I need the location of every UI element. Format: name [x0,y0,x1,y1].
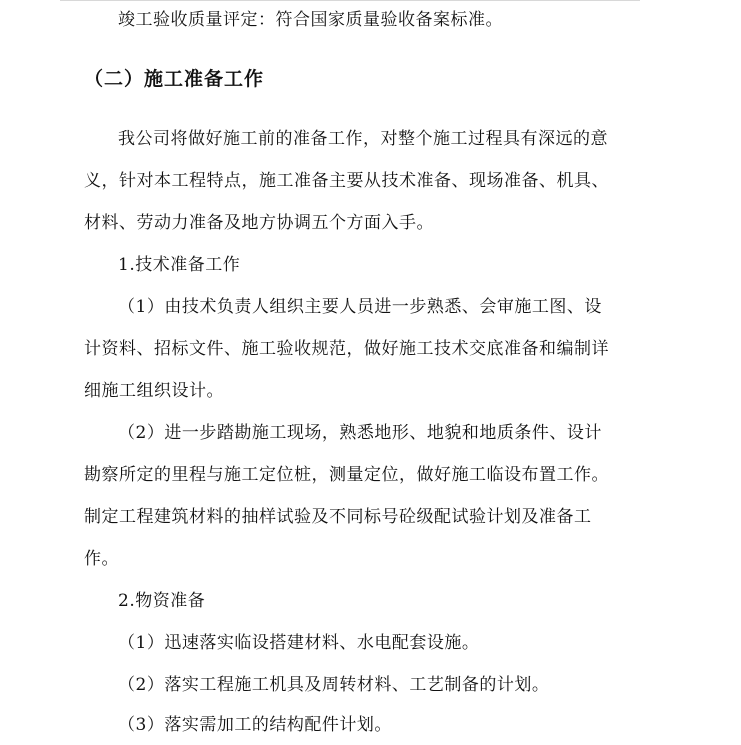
material-item-2: （2）落实工程施工机具及周转材料、工艺制备的计划。 [118,675,550,695]
item-2-line-3: 制定工程建筑材料的抽样试验及不同标号砼级配试验计划及准备工 [84,507,592,527]
paragraph-intro-line-3: 材料、劳动力准备及地方协调五个方面入手。 [84,213,434,233]
material-item-3: （3）落实需加工的结构配件计划。 [118,715,392,735]
material-item-1: （1）迅速落实临设搭建材料、水电配套设施。 [118,633,480,653]
subheading-technical-preparation: 1.技术准备工作 [118,255,241,275]
item-1-line-3: 细施工组织设计。 [84,381,224,401]
item-2-line-4: 作。 [84,549,119,569]
text-line-acceptance: 竣工验收质量评定：符合国家质量验收备案标准。 [118,10,503,30]
item-2-line-1: （2）进一步踏勘施工现场，熟悉地形、地貌和地质条件、设计 [118,423,602,443]
item-1-line-2: 计资料、招标文件、施工验收规范，做好施工技术交底准备和编制详 [84,339,609,359]
paragraph-intro-line-1: 我公司将做好施工前的准备工作，对整个施工过程具有深远的意 [118,129,608,149]
item-1-line-1: （1）由技术负责人组织主要人员进一步熟悉、会审施工图、设 [118,297,602,317]
subheading-material-preparation: 2.物资准备 [118,591,206,611]
section-heading-preparation: （二）施工准备工作 [84,68,265,90]
paragraph-intro-line-2: 义，针对本工程特点，施工准备主要从技术准备、现场准备、机具、 [84,171,609,191]
item-2-line-2: 勘察所定的里程与施工定位桩，测量定位，做好施工临设布置工作。 [84,465,609,485]
